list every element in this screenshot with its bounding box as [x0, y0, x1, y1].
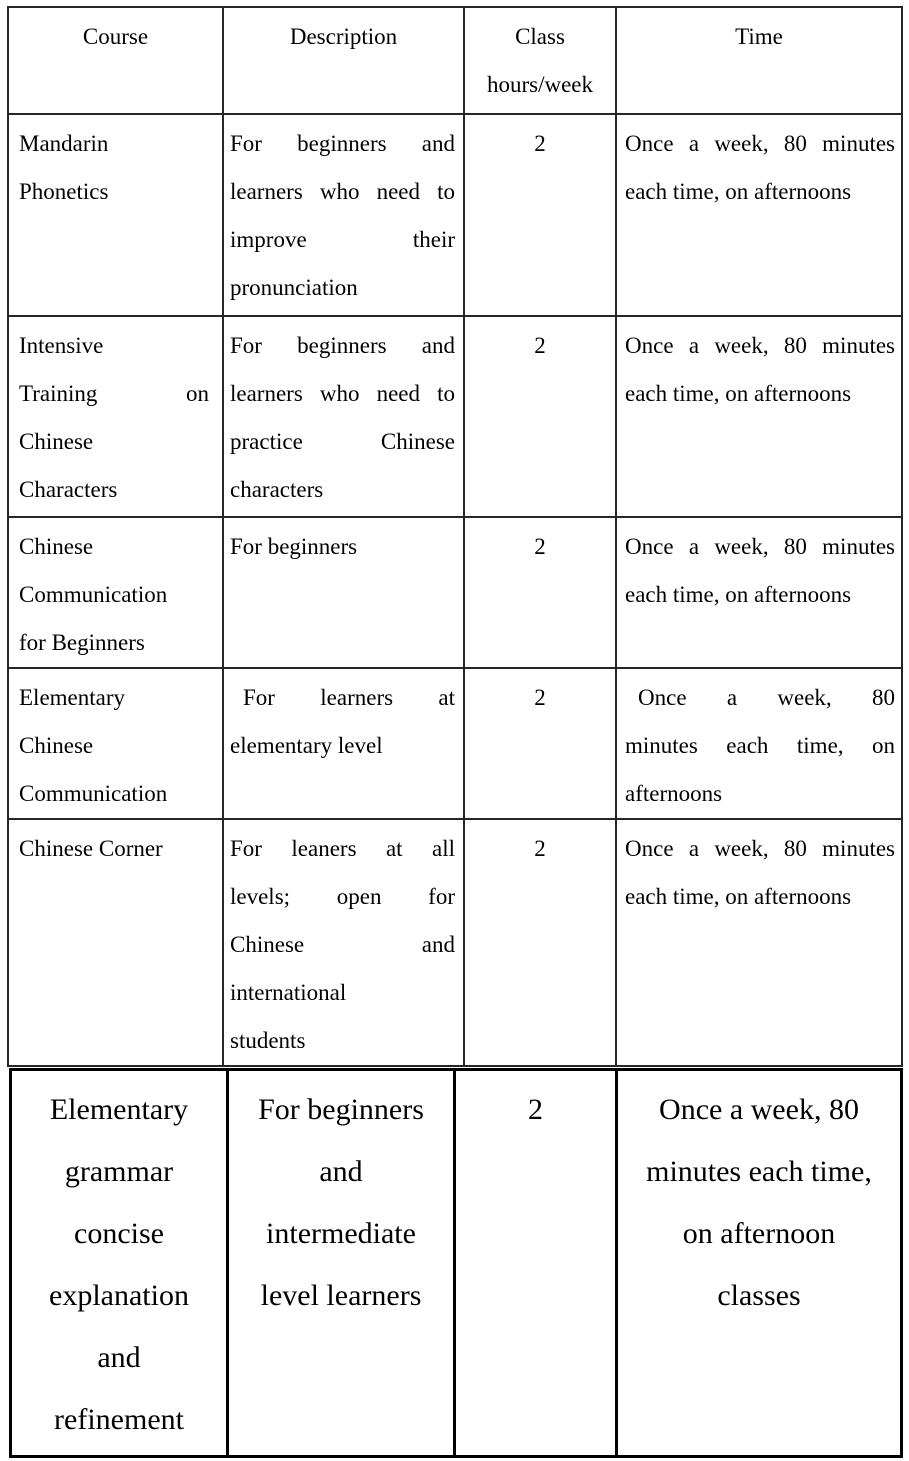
text-line: For leaners at all — [230, 836, 455, 861]
text-line: Characters — [19, 477, 118, 502]
text-line: 2 — [528, 1093, 543, 1126]
text-line: For beginners — [258, 1093, 424, 1126]
text-line: refinement — [54, 1403, 184, 1436]
text-line: Once a week, 80 minutes — [625, 131, 895, 156]
header-label: Class — [515, 24, 565, 49]
time-cell — [616, 668, 902, 819]
header-description — [223, 7, 464, 114]
text-line: Chinese — [19, 429, 94, 454]
text-line: 2 — [534, 836, 546, 861]
text-line: level learners — [260, 1279, 422, 1312]
hours-cell — [455, 1070, 617, 1457]
hours-cell — [464, 819, 616, 1066]
text-line: Chinese — [19, 733, 94, 758]
text-line: 2 — [534, 333, 546, 358]
text-line: Elementary — [49, 1093, 189, 1126]
text-line: Chinese and — [230, 932, 455, 957]
table-header-row — [8, 7, 902, 114]
hours-cell — [464, 114, 616, 316]
text-line: minutes each time, — [646, 1155, 872, 1188]
time-cell — [616, 517, 902, 668]
text-line: students — [230, 1028, 306, 1053]
text-line: 2 — [534, 131, 546, 156]
text-line: For beginners — [230, 534, 358, 559]
enlarged-course-row-table — [9, 1068, 903, 1458]
description-cell — [223, 819, 464, 1066]
text-line: Training on — [19, 381, 209, 406]
text-line: each time, on afternoons — [625, 582, 852, 607]
text-line: practice Chinese — [230, 429, 455, 454]
text-line: pronunciation — [230, 275, 358, 300]
text-line: each time, on afternoons — [625, 381, 852, 406]
header-label: Time — [735, 24, 783, 49]
text-line: each time, on afternoons — [625, 884, 852, 909]
text-line: classes — [717, 1279, 801, 1312]
text-line: 2 — [534, 685, 546, 710]
text-line: minutes each time, on — [625, 733, 895, 758]
text-line: concise — [74, 1217, 164, 1250]
course-cell — [11, 1070, 228, 1457]
time-cell — [616, 316, 902, 517]
header-label: Course — [82, 24, 149, 49]
header-class-hours — [464, 7, 616, 114]
text-line: grammar — [64, 1155, 174, 1188]
course-cell — [8, 114, 223, 316]
text-line: 2 — [534, 534, 546, 559]
header-label: hours/week — [486, 72, 594, 97]
description-cell — [223, 517, 464, 668]
table-row — [11, 1070, 902, 1457]
text-line: Once a week, 80 minutes — [625, 534, 895, 559]
course-cell — [8, 316, 223, 517]
time-cell — [616, 114, 902, 316]
text-line: each time, on afternoons — [625, 179, 852, 204]
header-course — [8, 7, 223, 114]
text-line: Phonetics — [19, 179, 109, 204]
text-line: and — [319, 1155, 363, 1188]
description-cell — [223, 316, 464, 517]
description-cell — [228, 1070, 455, 1457]
text-line: For beginners and — [230, 333, 455, 358]
table-row — [8, 114, 902, 316]
text-line: Elementary — [19, 685, 126, 710]
text-line: and — [97, 1341, 141, 1374]
course-cell — [8, 819, 223, 1066]
course-schedule-table — [7, 6, 903, 1067]
text-line: Once a week, 80 — [659, 1093, 859, 1126]
text-line: improve their — [230, 227, 455, 252]
time-cell — [616, 819, 902, 1066]
course-cell — [8, 517, 223, 668]
text-line: explanation — [49, 1279, 189, 1312]
text-line: characters — [230, 477, 324, 502]
text-line: intermediate — [266, 1217, 416, 1250]
text-line: Once a week, 80 minutes — [625, 333, 895, 358]
hours-cell — [464, 316, 616, 517]
description-cell — [223, 668, 464, 819]
text-line: Mandarin — [19, 131, 109, 156]
text-line: Chinese — [19, 534, 94, 559]
text-line: for Beginners — [19, 630, 145, 655]
header-time — [616, 7, 902, 114]
text-line: afternoons — [625, 781, 723, 806]
text-line: levels; open for — [230, 884, 455, 909]
header-label: Description — [289, 24, 398, 49]
hours-cell — [464, 517, 616, 668]
text-line: on afternoon — [682, 1217, 836, 1250]
text-line: learners who need to — [230, 179, 455, 204]
course-cell — [8, 668, 223, 819]
text-line: Once a week, 80 minutes — [625, 836, 895, 861]
table-row — [8, 668, 902, 819]
text-line: Chinese Corner — [19, 836, 163, 861]
text-line: international — [230, 980, 347, 1005]
table-row — [8, 316, 902, 517]
text-line: learners who need to — [230, 381, 455, 406]
time-cell — [617, 1070, 902, 1457]
text-line: Once a week, 80 — [638, 685, 895, 710]
text-line: Communication — [19, 582, 168, 607]
text-line: elementary level — [230, 733, 383, 758]
text-line: For beginners and — [230, 131, 455, 156]
table-row — [8, 517, 902, 668]
text-line: For learners at — [243, 685, 455, 710]
text-line: Communication — [19, 781, 168, 806]
description-cell — [223, 114, 464, 316]
hours-cell — [464, 668, 616, 819]
table-row — [8, 819, 902, 1066]
text-line: Intensive — [19, 333, 104, 358]
